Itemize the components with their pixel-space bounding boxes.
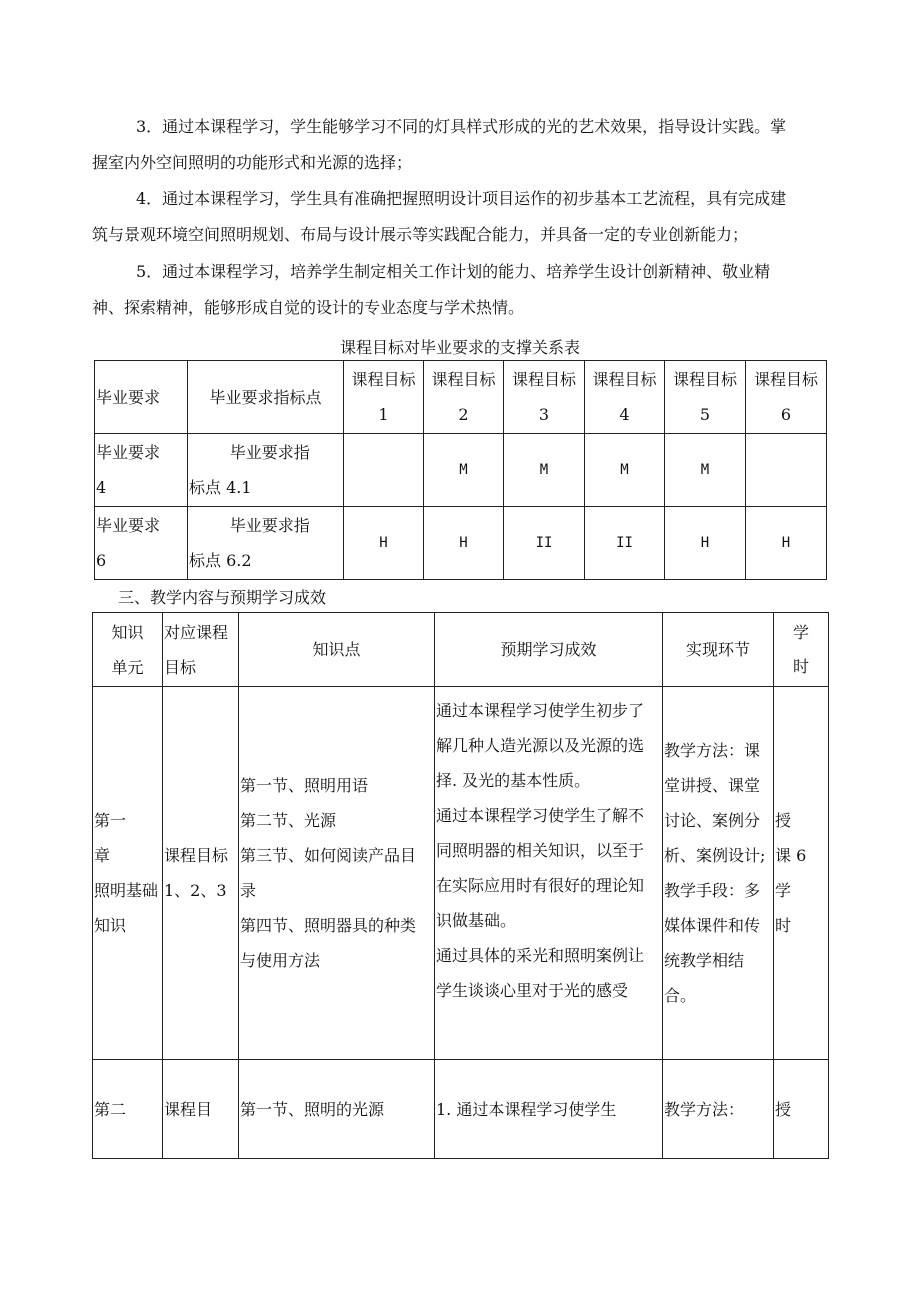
header-cell: 课程目标 6 xyxy=(746,361,827,434)
paragraph-line: 3．通过本课程学习，学生能够学习不同的灯具样式形成的光的艺术效果，指导设计实践。掌 xyxy=(136,117,787,136)
header-cell: 毕业要求指标点 xyxy=(188,361,344,434)
content-table xyxy=(92,612,829,1159)
table-header-row xyxy=(93,613,829,687)
header-cell: 知识 单元 xyxy=(93,613,163,687)
header-cell: 课程目标 5 xyxy=(665,361,746,434)
header-cell: 实现环节 xyxy=(663,613,774,687)
cell-level: H xyxy=(344,507,424,580)
paragraph-line: 神、探索精神，能够形成自觉的设计的专业态度与学术热情。 xyxy=(92,298,525,317)
cell-level: M xyxy=(504,434,585,507)
header-cell: 课程目标 1 xyxy=(344,361,424,434)
cell-method: 教学方法： xyxy=(663,1060,774,1159)
paragraph-line: 4．通过本课程学习，学生具有准确把握照明设计项目运作的初步基本工艺流程，具有完成建 xyxy=(136,189,787,208)
support-table-caption: 课程目标对毕业要求的支撑关系表 xyxy=(339,338,580,357)
paragraph-objective-4 xyxy=(92,181,832,253)
table-row xyxy=(95,434,827,507)
header-cell: 课程目标 2 xyxy=(424,361,504,434)
paragraph-line: 握室内外空间照明的功能形式和光源的选择； xyxy=(92,153,413,172)
paragraph-line: 筑与景观环境空间照明规划、布局与设计展示等实践配合能力，并具备一定的专业创新能力； xyxy=(92,225,749,244)
cell-level: M xyxy=(585,434,665,507)
table-row xyxy=(93,687,829,1060)
cell-level: H xyxy=(424,507,504,580)
cell-knowledge-points: 第一节、照明的光源 xyxy=(239,1060,435,1159)
table-row xyxy=(95,507,827,580)
header-cell: 毕业要求 xyxy=(95,361,188,434)
header-cell: 知识点 xyxy=(239,613,435,687)
cell-level: M xyxy=(665,434,746,507)
cell-requirement: 毕业要求 6 xyxy=(95,507,188,580)
cell-level: II xyxy=(585,507,665,580)
cell-requirement: 毕业要求 4 xyxy=(95,434,188,507)
table-row xyxy=(93,1060,829,1159)
cell-indicator: 毕业要求指 标点 4.1 xyxy=(188,434,344,507)
table-header-row xyxy=(95,361,827,434)
support-table xyxy=(94,360,827,580)
cell-method: 教学方法：课 堂讲授、课堂 讨论、案例分 析、案例设计; 教学手段：多 媒体课件和传 统教学相结合。 xyxy=(663,687,774,1060)
header-cell: 课程目标 4 xyxy=(585,361,665,434)
section-heading: 三、教学内容与预期学习成效 xyxy=(118,588,327,607)
cell-level: H xyxy=(665,507,746,580)
cell-level xyxy=(344,434,424,507)
cell-level: M xyxy=(424,434,504,507)
header-cell: 预期学习成效 xyxy=(435,613,663,687)
paragraph-objective-5 xyxy=(92,254,832,326)
header-cell: 学 时 xyxy=(774,613,829,687)
cell-level xyxy=(746,434,827,507)
cell-unit: 第二 xyxy=(93,1060,163,1159)
cell-hours: 授 课 6 学 时 xyxy=(774,687,829,1060)
paragraph-line: 5．通过本课程学习，培养学生制定相关工作计划的能力、培养学生设计创新精神、敬业精 xyxy=(136,262,771,281)
cell-outcomes: 通过本课程学习使学生初步了 解几种人造光源以及光源的选 择. 及光的基本性质。 通过本课程学习使学生了解不 同照明器的相关知识，以至于 在实际应用时有很好的理论知 识做基础。 通过具体的采光和照明案例让 学生谈谈心里对于光的感受 xyxy=(435,687,663,1060)
cell-knowledge-points: 第一节、照明用语 第二节、光源 第三节、如何阅读产品目 录 第四节、照明器具的种类 与使用方法 xyxy=(239,687,435,1060)
cell-level: II xyxy=(504,507,585,580)
header-cell: 课程目标 3 xyxy=(504,361,585,434)
cell-level: H xyxy=(746,507,827,580)
cell-outcomes: 1. 通过本课程学习使学生 xyxy=(435,1060,663,1159)
cell-objective: 课程目标 1、2、3 xyxy=(163,687,239,1060)
cell-indicator: 毕业要求指 标点 6.2 xyxy=(188,507,344,580)
paragraph-objective-3 xyxy=(92,109,832,181)
header-cell: 对应课程 目标 xyxy=(163,613,239,687)
cell-objective: 课程目 xyxy=(163,1060,239,1159)
cell-hours: 授 xyxy=(774,1060,829,1159)
cell-unit: 第一 章 照明基础 知识 xyxy=(93,687,163,1060)
